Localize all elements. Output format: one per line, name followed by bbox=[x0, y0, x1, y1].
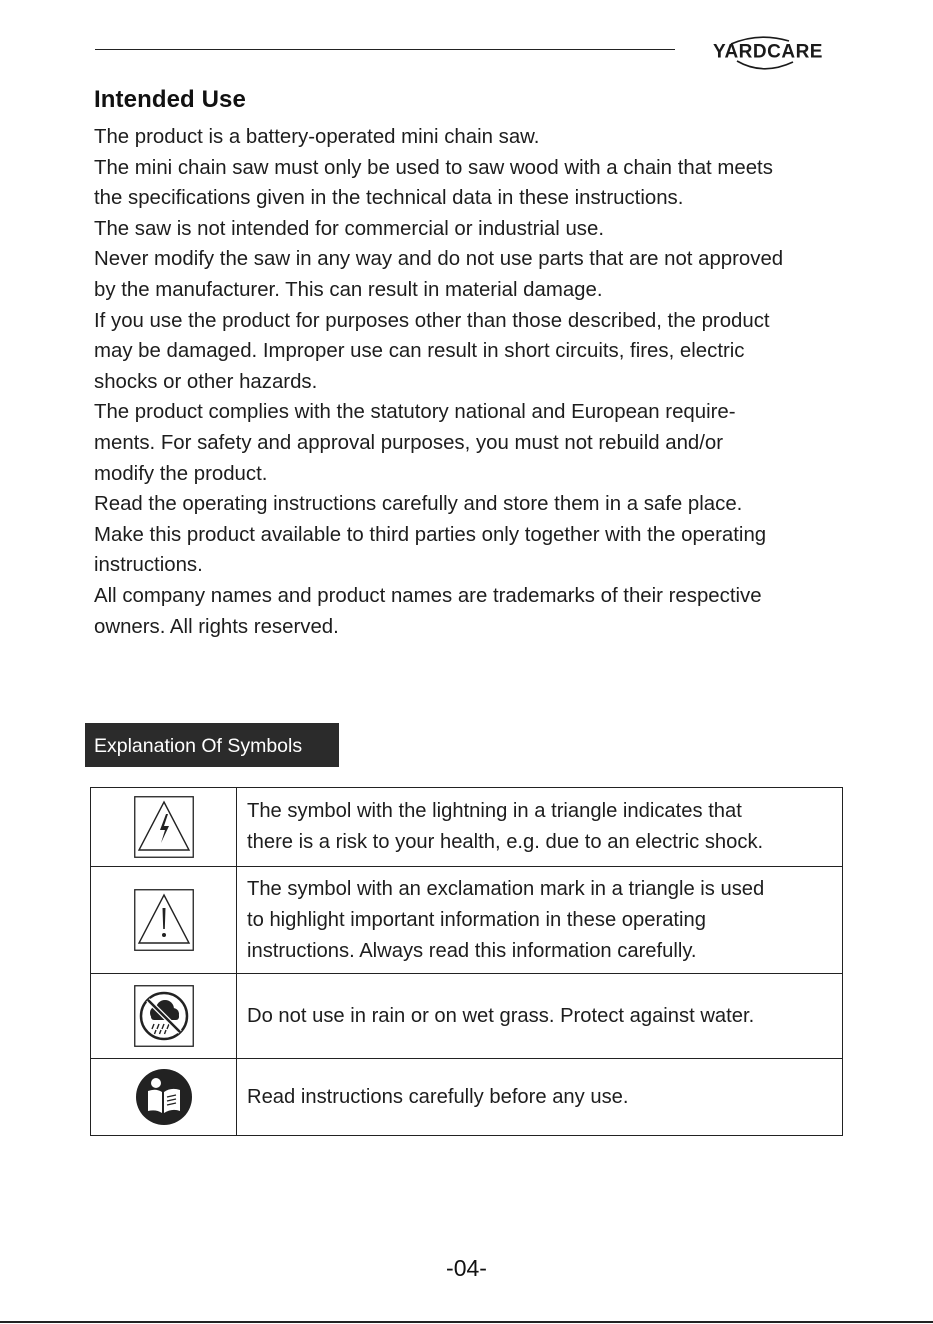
body-line: Make this product available to third parties only together with the operating bbox=[94, 523, 767, 546]
body-line: Read the operating instructions carefully and store them in a safe place. bbox=[94, 493, 743, 516]
body-line: may be damaged. Improper use can result in short circuits, fires, electric bbox=[94, 340, 745, 363]
body-line: The product is a battery-operated mini chain saw. bbox=[94, 126, 540, 148]
symbol-description-line: The symbol with the lightning in a triangle indicates that bbox=[247, 800, 742, 822]
body-line: The product complies with the statutory national and European require- bbox=[94, 401, 736, 424]
symbols-heading: Explanation Of Symbols bbox=[85, 723, 339, 767]
body-line: the specifications given in the technical data in these instructions. bbox=[94, 187, 684, 210]
intended-use-body bbox=[94, 122, 854, 642]
intended-use-title: Intended Use bbox=[94, 86, 246, 113]
body-line: All company names and product names are trademarks of their respective bbox=[94, 584, 762, 607]
symbol-description-line: Do not use in rain or on wet grass. Protect against water. bbox=[247, 1004, 755, 1027]
body-line: The mini chain saw must only be used to saw wood with a chain that meets bbox=[94, 156, 773, 179]
symbol-description-line: to highlight important information in these operating bbox=[247, 908, 706, 931]
symbols-table bbox=[90, 787, 843, 1136]
svg-text:YARDCARE: YARDCARE bbox=[713, 41, 823, 63]
body-line: Never modify the saw in any way and do not use parts that are not approved bbox=[94, 248, 784, 271]
body-line: instructions. bbox=[94, 554, 203, 577]
body-line: ments. For safety and approval purposes, you must not rebuild and/or bbox=[94, 431, 724, 454]
symbol-row bbox=[91, 974, 843, 1059]
body-line: by the manufacturer. This can result in material damage. bbox=[94, 278, 603, 301]
symbol-icon-cell bbox=[91, 1059, 237, 1136]
symbol-description-line: The symbol with an exclamation mark in a triangle is used bbox=[247, 877, 765, 900]
lightning-triangle-icon bbox=[134, 796, 194, 858]
body-line: If you use the product for purposes other than those described, the product bbox=[94, 309, 770, 332]
symbol-row bbox=[91, 788, 843, 867]
read-manual-icon bbox=[134, 1067, 194, 1127]
no-rain-icon bbox=[134, 985, 194, 1047]
brand-logo bbox=[697, 34, 839, 70]
symbol-row bbox=[91, 1059, 843, 1136]
symbol-description bbox=[237, 1059, 843, 1136]
body-line: modify the product. bbox=[94, 462, 268, 485]
symbol-icon-cell bbox=[91, 788, 237, 867]
symbol-description-line: instructions. Always read this information carefully. bbox=[247, 939, 697, 962]
body-line: The saw is not intended for commercial or industrial use. bbox=[94, 217, 604, 240]
exclamation-triangle-icon bbox=[134, 889, 194, 951]
body-line: shocks or other hazards. bbox=[94, 370, 318, 393]
header-rule bbox=[95, 49, 675, 50]
symbol-row bbox=[91, 867, 843, 974]
symbol-description-line: there is a risk to your health, e.g. due to an electric shock. bbox=[247, 831, 764, 853]
symbol-description-line: Read instructions carefully before any use. bbox=[247, 1085, 629, 1108]
symbol-description bbox=[237, 867, 843, 974]
symbol-description bbox=[237, 974, 843, 1059]
footer-rule bbox=[0, 1321, 933, 1323]
symbol-description bbox=[237, 788, 843, 867]
page-number: -04- bbox=[446, 1255, 487, 1281]
symbol-icon-cell bbox=[91, 867, 237, 974]
symbol-icon-cell bbox=[91, 974, 237, 1059]
yardcare-logo-icon bbox=[697, 34, 839, 70]
body-line: owners. All rights reserved. bbox=[94, 615, 339, 638]
